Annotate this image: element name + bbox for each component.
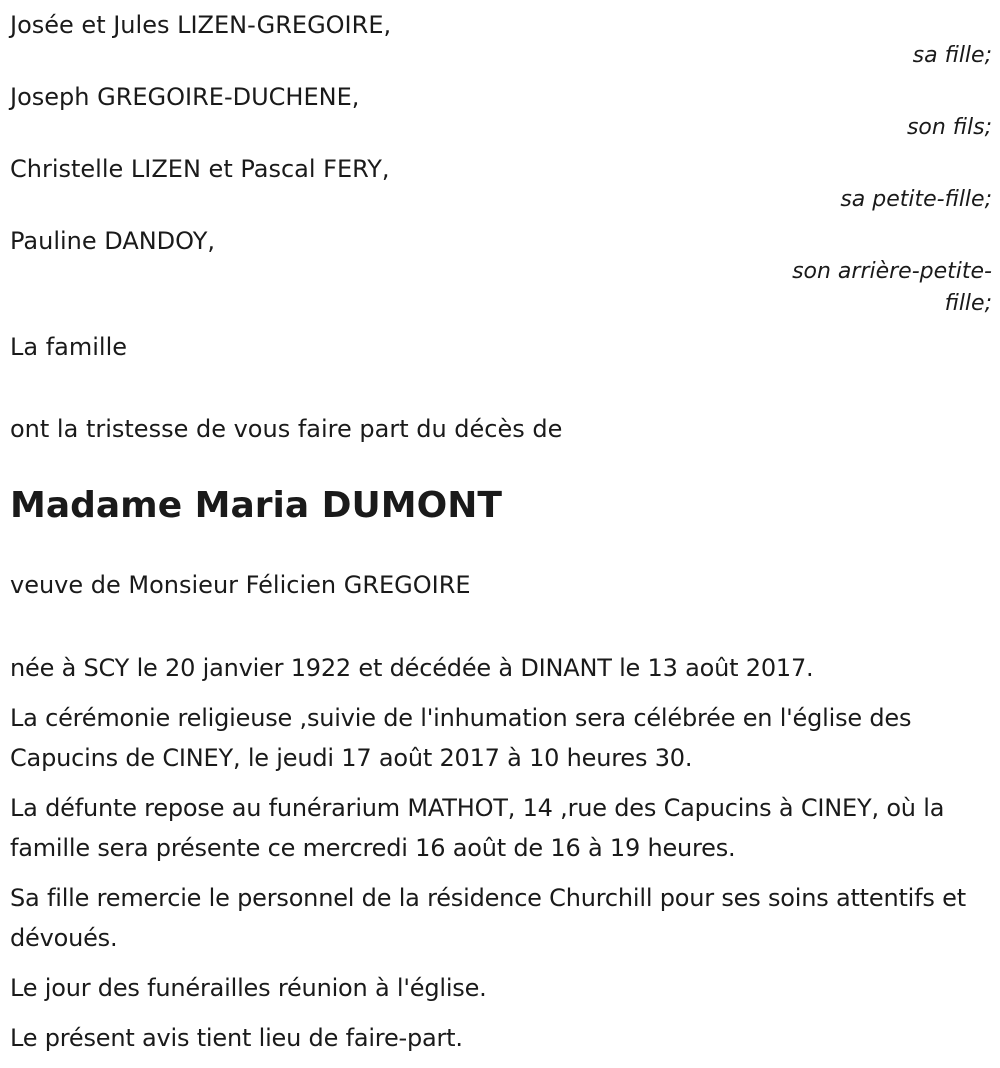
- family-member-relation: sa petite-fille;: [840, 187, 992, 212]
- family-entry: [10, 216, 992, 320]
- ceremony-paragraph: La cérémonie religieuse ,suivie de l'inhumation sera célébrée en l'église des Capucins de CINEY, le jeudi 17 août 2017 à 10 heures 30.: [10, 704, 912, 772]
- widow-of-text: veuve de Monsieur Félicien GREGOIRE: [10, 571, 471, 599]
- funerarium-paragraph: La défunte repose au funérarium MATHOT, 14 ,rue des Capucins à CINEY, où la famille sera présente ce mercredi 16 août de 16 à 19 heures.: [10, 794, 945, 862]
- family-member-name: Joseph GREGOIRE-DUCHENE,: [10, 83, 360, 111]
- family-entry: [10, 144, 992, 216]
- notice-paragraph: Le présent avis tient lieu de faire-part.: [10, 1024, 463, 1052]
- family-member-relation: son fils;: [906, 115, 992, 140]
- details-section: [10, 600, 992, 1058]
- thanks-paragraph: Sa fille remercie le personnel de la résidence Churchill pour ses soins attentifs et dévoués.: [10, 884, 966, 952]
- birth-death-paragraph: née à SCY le 20 janvier 1922 et décédée à DINANT le 13 août 2017.: [10, 654, 814, 682]
- obituary-notice: [10, 0, 992, 1068]
- family-label: La famille: [10, 333, 128, 361]
- family-member-relation: son arrière-petite-fille;: [792, 259, 992, 316]
- deceased-name: Madame Maria DUMONT: [10, 485, 502, 526]
- family-member-name: Josée et Jules LIZEN-GREGOIRE,: [10, 11, 392, 39]
- announcement-text: ont la tristesse de vous faire part du décès de: [10, 415, 563, 443]
- family-entry: [10, 72, 992, 144]
- family-member-name: Pauline DANDOY,: [10, 227, 216, 255]
- family-entry: [10, 0, 992, 72]
- family-list: [10, 0, 992, 320]
- meeting-paragraph: Le jour des funérailles réunion à l'église.: [10, 974, 487, 1002]
- family-member-name: Christelle LIZEN et Pascal FERY,: [10, 155, 390, 183]
- family-member-relation: sa fille;: [912, 43, 992, 68]
